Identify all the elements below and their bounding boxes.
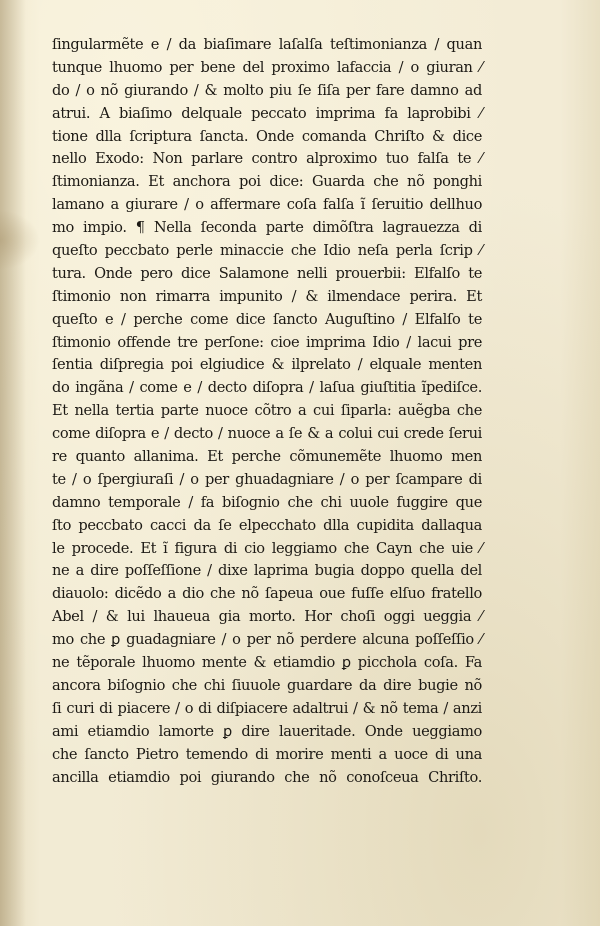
text-line: do / o nõ giurando / & molto piu ſe ſiſa per fare damno ad	[52, 81, 482, 99]
paper-stain	[0, 210, 40, 270]
text-line: ſto peccbato cacci da ſe elpecchato dlla cupidita dallaqua	[52, 516, 482, 534]
text-line: come diſopra e / decto / nuoce a ſe & a colui cui crede ſerui	[52, 425, 482, 443]
text-line: nello Exodo: Non parlare contro alproximo tuo falſa te ⁄	[52, 150, 482, 168]
text-line: ne a dire poſſeſſione / dixe laprima bugia doppo quella del	[52, 562, 482, 580]
text-line: mo impio. ¶ Nella ſeconda parte dimõſtra lagrauezza di	[52, 219, 482, 237]
text-line: queſto peccbato perle minaccie che Idio neſa perla ſcrip ⁄	[52, 242, 482, 260]
text-line: ſtimonio offende tre perſone: cioe imprima Idio / lacui pre	[52, 333, 482, 351]
text-block	[52, 34, 482, 789]
text-line: ne tẽporale lhuomo mente & etiamdio ꝑ picchola coſa. Fa	[52, 654, 482, 672]
text-line: Et nella tertia parte nuoce cõtro a cui ſiparla: auẽgba che	[52, 402, 482, 420]
text-line: atrui. A biaſimo delquale peccato imprima fa laprobibi ⁄	[52, 104, 482, 122]
text-line: ancora biſognio che chi ſiuuole guardare da dire bugie nõ	[52, 676, 482, 694]
text-line: ancilla etiamdio poi giurando che nõ conoſceua Chriſto.	[52, 768, 482, 786]
text-line: che ſancto Pietro temendo di morire menti a uoce di una	[52, 745, 482, 763]
text-line: ſingularmẽte e / da biaſimare laſalſa teſtimonianza / quan	[52, 36, 482, 53]
text-line: ſtimonio non rimarra impunito / & ilmendace perira. Et	[52, 287, 482, 305]
text-line: ſtimonianza. Et anchora poi dice: Guarda che nõ ponghi	[52, 173, 482, 191]
text-line: tunque lhuomo per bene del proximo lafaccia / o giuran ⁄	[52, 58, 482, 76]
text-line: diauolo: dicẽdo a dio che nõ ſapeua oue fuſſe elſuo fratello	[52, 585, 482, 603]
text-line: ami etiamdio lamorte ꝑ dire laueritade. Onde ueggiamo	[52, 722, 482, 740]
text-line: lamano a giurare / o affermare coſa falſa ĩ ſeruitio dellhuo	[52, 196, 482, 214]
text-line: te / o ſpergiuraſi / o per ghuadagniare / o per ſcampare di	[52, 470, 482, 488]
text-line: ſi curi di piacere / o di diſpiacere adaltrui / & nõ tema / anzi	[52, 699, 482, 717]
text-line: tione dlla ſcriptura ſancta. Onde comanda Chriſto & dice	[52, 127, 482, 145]
text-line: tura. Onde pero dice Salamone nelli prouerbii: Elfalſo te	[52, 264, 482, 282]
text-line: mo che ꝑ guadagniare / o per nõ perdere alcuna poſſeſſio ⁄	[52, 631, 482, 649]
binding-gutter	[0, 0, 26, 926]
text-line: damno temporale / fa biſognio che chi uuole fuggire que	[52, 493, 482, 511]
text-line: Abel / & lui lhaueua gia morto. Hor choſi oggi ueggia ⁄	[52, 608, 482, 626]
text-line: ſentia diſpregia poi elgiudice & ilprelato / elquale menten	[52, 356, 482, 374]
text-line: le procede. Et ĩ figura di cio leggiamo che Cayn che uie ⁄	[52, 539, 482, 557]
text-line: re quanto allanima. Et perche cõmunemẽte lhuomo men	[52, 448, 482, 466]
text-line: queſto e / perche come dice ſancto Auguſtino / Elfalſo te	[52, 310, 482, 328]
text-line: do ingãna / come e / decto diſopra / laſua giuſtitia ĩpediſce.	[52, 379, 482, 397]
